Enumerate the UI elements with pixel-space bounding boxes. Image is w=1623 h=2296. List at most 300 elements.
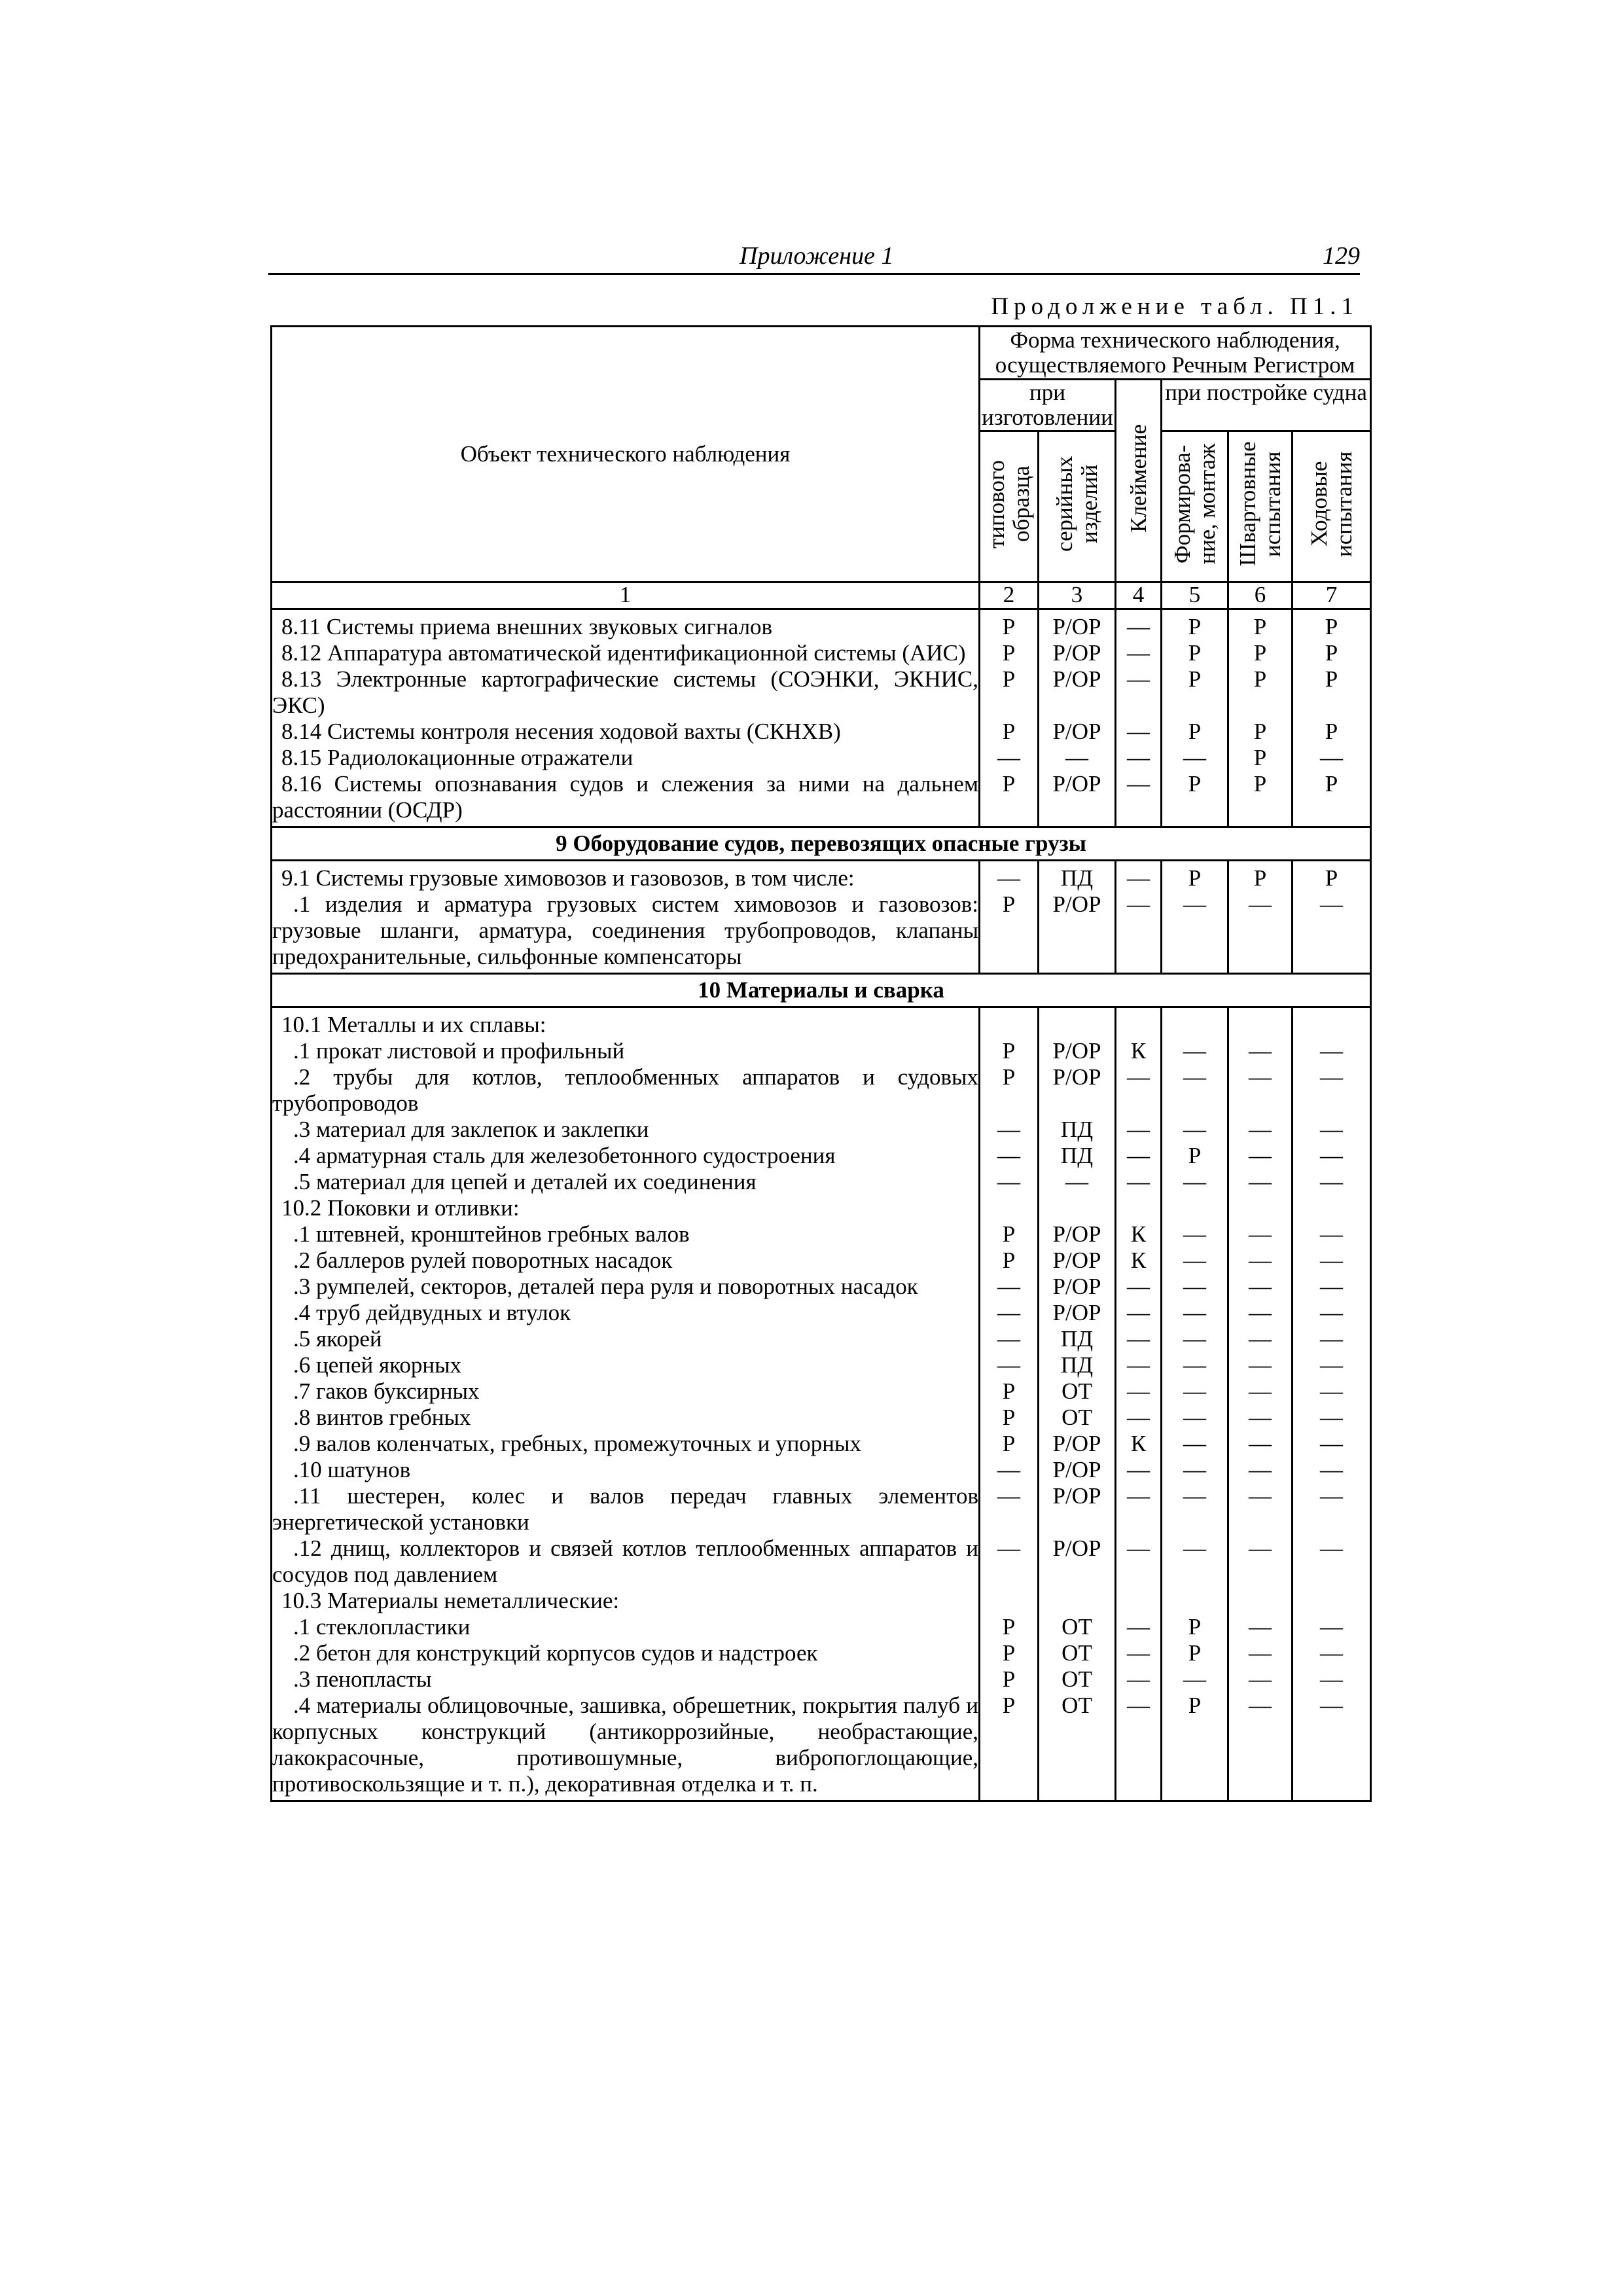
object-cell [272,719,980,745]
form-value-cell [1162,1195,1228,1221]
form-value-cell: — [1116,640,1162,666]
form-value-cell: — [1116,1326,1162,1352]
form-value-cell: — [1293,1614,1371,1640]
object-cell [272,1300,980,1326]
object-cell [272,1483,980,1535]
form-value-cell: Р/ОР [1039,891,1116,974]
form-value-cell: — [1228,1064,1293,1117]
form-value-cell: — [1293,1378,1371,1405]
form-value-cell: ПД [1039,1326,1116,1352]
form-value-cell: — [1293,1274,1371,1300]
assembly-column-label: Формирова-ние, монтаж [1169,443,1220,565]
object-cell [272,771,980,827]
form-value-cell: Р/ОР [1039,1483,1116,1535]
table-row [272,1614,1371,1640]
object-cell [272,1064,980,1117]
form-value-cell: — [1228,1640,1293,1666]
form-value-cell: — [1162,1221,1228,1247]
form-value-cell: — [1228,1247,1293,1274]
assembly-column-header [1162,431,1228,583]
form-value-cell [1039,1007,1116,1039]
form-value-cell: — [1116,1535,1162,1588]
form-value-cell: Р [1228,861,1293,892]
form-value-cell: — [1116,1693,1162,1801]
form-value-cell: Р [1162,1143,1228,1169]
object-name: .9 валов коленчатых, гребных, промежуточных и упорных [293,1431,862,1456]
form-value-cell: — [1293,745,1371,771]
form-value-cell: Р/ОР [1039,609,1116,641]
form-value-cell: Р/ОР [1039,1038,1116,1064]
form-value-cell: — [1228,1431,1293,1457]
running-title: Приложение 1 [740,242,894,270]
object-cell [272,1535,980,1588]
object-cell [272,745,980,771]
form-value-cell [1293,1195,1371,1221]
form-value-cell: — [1228,1483,1293,1535]
form-value-cell: — [980,1169,1039,1195]
form-value-cell: — [1162,1247,1228,1274]
form-value-cell: Р [980,640,1039,666]
form-value-cell: Р [1293,666,1371,719]
form-value-cell: — [980,1274,1039,1300]
object-name: .5 материал для цепей и деталей их соединения [293,1169,757,1194]
form-value-cell: — [1162,1405,1228,1431]
table-row [272,719,1371,745]
table-row [272,1326,1371,1352]
form-value-cell: Р [980,1378,1039,1405]
form-value-cell: Р [1228,609,1293,641]
object-name: .3 материал для заклепок и заклепки [293,1117,649,1142]
object-cell [272,1588,980,1614]
serial-column-label: серийных изделий [1051,456,1102,552]
form-value-cell: Р [980,1693,1039,1801]
object-name: .1 стеклопластики [293,1614,471,1640]
object-name: 8.16 Системы опознавания судов и слежения за ними на дальнем расстоянии (ОСДР) [272,771,978,823]
object-name: .7 гаков буксирных [293,1378,480,1404]
mooring-column-label: Швартовные испытания [1234,441,1285,567]
form-value-cell: — [1293,1143,1371,1169]
table-row [272,861,1371,892]
table-row [272,891,1371,974]
running-header [268,239,1360,275]
form-value-cell: Р [980,1666,1039,1693]
table-row [272,666,1371,719]
form-value-cell: — [1293,1117,1371,1143]
form-value-cell: — [1293,1064,1371,1117]
form-value-cell: ОТ [1039,1614,1116,1640]
table-row [272,1221,1371,1247]
section-heading-row [272,974,1371,1007]
form-value-cell: — [1039,745,1116,771]
form-value-cell: — [1116,1614,1162,1640]
form-value-cell: — [980,861,1039,892]
table-row [272,1405,1371,1431]
object-cell [272,891,980,974]
section-heading: 9 Оборудование судов, перевозящих опасные грузы [272,827,1371,861]
object-name: .6 цепей якорных [293,1352,462,1378]
form-value-cell: — [1228,1300,1293,1326]
form-value-cell: Р [980,1064,1039,1117]
form-value-cell: — [1293,1405,1371,1431]
table-row [272,1640,1371,1666]
form-value-cell: — [1293,1457,1371,1483]
form-value-cell: Р/ОР [1039,1274,1116,1300]
column-number: 6 [1228,583,1293,609]
marking-column-header [1116,380,1162,583]
sea-trials-column-label: Ходовые испытания [1306,451,1357,557]
form-value-cell [1039,1195,1116,1221]
form-value-cell [1162,1007,1228,1039]
form-value-cell: Р/ОР [1039,1431,1116,1457]
object-name: .2 бетон для конструкций корпусов судов и надстроек [293,1640,818,1666]
form-value-cell: — [1162,1666,1228,1693]
object-name: .1 прокат листовой и профильный [293,1038,625,1064]
section-heading: 10 Материалы и сварка [272,974,1371,1007]
object-cell [272,1143,980,1169]
form-value-cell: Р [1293,640,1371,666]
form-value-cell: ОТ [1039,1405,1116,1431]
form-value-cell [1116,1588,1162,1614]
object-cell [272,1457,980,1483]
form-value-cell: Р/ОР [1039,1300,1116,1326]
object-cell [272,609,980,641]
object-cell [272,1405,980,1431]
object-name: .2 баллеров рулей поворотных насадок [293,1247,673,1273]
form-value-cell: — [1228,1169,1293,1195]
table-row [272,1378,1371,1405]
form-value-cell: Р [980,1614,1039,1640]
form-value-cell: — [1116,771,1162,827]
table-row [272,745,1371,771]
form-value-cell: Р [1162,609,1228,641]
object-cell [272,1693,980,1801]
object-cell [272,666,980,719]
form-value-cell: — [980,1300,1039,1326]
form-value-cell: — [1228,1405,1293,1431]
form-value-cell: Р/ОР [1039,771,1116,827]
object-name: 8.13 Электронные картографические системы (СОЭНКИ, ЭКНИС, ЭКС) [272,666,978,718]
form-value-cell: — [980,745,1039,771]
form-value-cell: К [1116,1038,1162,1064]
form-value-cell: Р [980,891,1039,974]
form-value-cell: — [980,1352,1039,1378]
form-value-cell: — [1162,1038,1228,1064]
form-title-header: Форма технического наблюдения, осуществляемого Речным Регистром [980,327,1371,380]
column-numbers-row [272,583,1371,609]
form-value-cell: — [1116,1640,1162,1666]
form-value-cell: — [1116,1457,1162,1483]
form-value-cell: Р/ОР [1039,1247,1116,1274]
form-value-cell: — [1039,1169,1116,1195]
object-cell [272,1378,980,1405]
table-row [272,1117,1371,1143]
object-name: .4 арматурная сталь для железобетонного судостроения [293,1143,836,1168]
column-number: 5 [1162,583,1228,609]
form-value-cell: — [1162,745,1228,771]
form-value-cell: Р [1162,1640,1228,1666]
table-row [272,1588,1371,1614]
form-value-cell: К [1116,1221,1162,1247]
form-value-cell: — [1228,1038,1293,1064]
form-value-cell: — [1228,1221,1293,1247]
object-cell [272,1666,980,1693]
table-row [272,1431,1371,1457]
table-row [272,1143,1371,1169]
form-value-cell: — [1228,1457,1293,1483]
form-value-cell: — [980,1326,1039,1352]
object-name: 10.3 Материалы неметаллические: [281,1588,620,1613]
mooring-column-header [1228,431,1293,583]
form-value-cell: — [1228,1143,1293,1169]
form-value-cell: Р/ОР [1039,1064,1116,1117]
object-cell [272,1431,980,1457]
form-value-cell [1116,1007,1162,1039]
form-value-cell: — [1116,1064,1162,1117]
column-number: 1 [272,583,980,609]
form-value-cell: — [1293,1693,1371,1801]
form-value-cell: — [1116,1143,1162,1169]
object-name: 8.14 Системы контроля несения ходовой вахты (СКНХВ) [281,719,841,744]
form-value-cell: Р [1162,1693,1228,1801]
form-value-cell: — [1162,1378,1228,1405]
form-value-cell: Р [1293,771,1371,827]
form-value-cell: Р/ОР [1039,1221,1116,1247]
form-value-cell: — [1116,861,1162,892]
form-value-cell: ОТ [1039,1666,1116,1693]
object-cell [272,1117,980,1143]
form-value-cell: Р [1228,640,1293,666]
form-value-cell: — [1116,745,1162,771]
object-name: 10.2 Поковки и отливки: [281,1195,520,1221]
form-value-cell: ОТ [1039,1640,1116,1666]
object-cell [272,1195,980,1221]
form-value-cell: — [980,1483,1039,1535]
object-name: 10.1 Металлы и их сплавы: [281,1012,546,1037]
object-cell [272,1247,980,1274]
form-value-cell: Р [980,1221,1039,1247]
object-cell [272,861,980,892]
form-value-cell: — [1162,1300,1228,1326]
table-row [272,1483,1371,1535]
table-body [272,609,1371,1801]
form-value-cell: — [1116,891,1162,974]
form-value-cell [1293,1588,1371,1614]
form-value-cell: — [1293,1247,1371,1274]
object-cell [272,1614,980,1640]
form-value-cell: — [1228,1352,1293,1378]
form-value-cell: — [1228,891,1293,974]
form-value-cell: — [1116,1169,1162,1195]
table-row [272,1195,1371,1221]
form-value-cell: — [1293,1352,1371,1378]
form-value-cell: Р [1293,861,1371,892]
form-value-cell: Р/ОР [1039,640,1116,666]
form-value-cell: ПД [1039,1117,1116,1143]
table-row [272,1300,1371,1326]
page-number: 129 [1323,242,1360,270]
construction-group-header: при постройке судна [1162,380,1371,431]
form-value-cell [980,1195,1039,1221]
form-value-cell: — [1228,1693,1293,1801]
marking-column-label: Клеймение [1125,423,1151,533]
form-value-cell: — [1293,1535,1371,1588]
form-value-cell: Р [1228,719,1293,745]
form-value-cell: Р [1162,861,1228,892]
object-cell [272,1274,980,1300]
form-value-cell: Р [980,719,1039,745]
form-value-cell: — [1293,1326,1371,1352]
form-value-cell: — [1293,1300,1371,1326]
table-row [272,1038,1371,1064]
form-value-cell: ОТ [1039,1693,1116,1801]
object-name: 8.12 Аппаратура автоматической идентификационной системы (АИС) [281,640,966,666]
table-row [272,1693,1371,1801]
form-value-cell: — [1293,1640,1371,1666]
form-value-cell: Р/ОР [1039,1535,1116,1588]
table-row [272,1535,1371,1588]
table-row [272,1457,1371,1483]
form-value-cell: — [1293,1169,1371,1195]
form-value-cell: — [1162,1326,1228,1352]
form-value-cell: — [1116,1352,1162,1378]
observation-forms-table [270,325,1372,1802]
form-value-cell: — [1162,1169,1228,1195]
object-name: 9.1 Системы грузовые химовозов и газовозов, в том числе: [281,865,855,891]
form-value-cell: Р [1228,666,1293,719]
table-row [272,771,1371,827]
table-row [272,1169,1371,1195]
form-value-cell: Р [980,666,1039,719]
table-row [272,1352,1371,1378]
object-name: .10 шатунов [293,1457,411,1482]
form-value-cell: — [1162,1352,1228,1378]
object-cell [272,1169,980,1195]
form-value-cell: Р/ОР [1039,666,1116,719]
prototype-column-header [980,431,1039,583]
form-value-cell: ОТ [1039,1378,1116,1405]
form-value-cell: — [1228,1117,1293,1143]
form-value-cell [1162,1588,1228,1614]
form-value-cell: Р [980,771,1039,827]
form-value-cell: — [1293,1038,1371,1064]
form-value-cell [1039,1588,1116,1614]
column-number: 7 [1293,583,1371,609]
form-value-cell: Р [980,1038,1039,1064]
table-row [272,1274,1371,1300]
form-value-cell: ПД [1039,861,1116,892]
object-name: .4 материалы облицовочные, зашивка, обрешетник, покрытия палуб и корпусных конструкций (антикоррозийные, необрастающие, лакокрасочные, противошумные, вибропоглощающие, противоскользящие и т. п.), декоративная отделка и т. п. [272,1693,978,1797]
form-value-cell: Р [1293,609,1371,641]
form-value-cell: — [1162,891,1228,974]
prototype-column-label: типового образца [983,459,1034,548]
column-number: 3 [1039,583,1116,609]
form-value-cell: ПД [1039,1352,1116,1378]
form-value-cell: Р [1228,771,1293,827]
object-name: .1 изделия и арматура грузовых систем химовозов и газовозов: грузовые шланги, арматура, соединения трубопроводов, клапаны предохранительные, сильфонные компенсаторы [272,891,978,969]
form-value-cell: Р [1162,666,1228,719]
form-value-cell: Р [980,609,1039,641]
form-value-cell: Р [1162,771,1228,827]
form-value-cell [1116,1195,1162,1221]
form-value-cell: — [1228,1666,1293,1693]
form-value-cell: — [980,1457,1039,1483]
object-column-header: Объект технического наблюдения [272,327,980,583]
form-value-cell: — [1293,1666,1371,1693]
form-value-cell: — [1116,1117,1162,1143]
table-row [272,1247,1371,1274]
sea-trials-column-header [1293,431,1371,583]
form-value-cell: Р/ОР [1039,1457,1116,1483]
form-value-cell: — [1293,891,1371,974]
object-name: .3 румпелей, секторов, деталей пера руля и поворотных насадок [293,1274,918,1299]
form-value-cell [1228,1007,1293,1039]
manufacture-group-header: при изготовлении [980,380,1116,431]
object-name: .4 труб дейдвудных и втулок [293,1300,571,1325]
object-name: .1 штевней, кронштейнов гребных валов [293,1221,690,1247]
form-value-cell: — [1293,1221,1371,1247]
form-value-cell: — [1116,666,1162,719]
form-value-cell: — [1162,1457,1228,1483]
form-value-cell: — [1116,1300,1162,1326]
form-value-cell: — [1162,1117,1228,1143]
form-value-cell: Р [980,1247,1039,1274]
form-value-cell [1293,1007,1371,1039]
form-value-cell: — [1228,1378,1293,1405]
form-value-cell: — [980,1535,1039,1588]
form-value-cell: Р [980,1405,1039,1431]
form-value-cell: ПД [1039,1143,1116,1169]
form-value-cell: — [1228,1535,1293,1588]
column-number: 2 [980,583,1039,609]
form-value-cell: — [1162,1535,1228,1588]
section-heading-row [272,827,1371,861]
column-number: 4 [1116,583,1162,609]
form-value-cell: — [1162,1064,1228,1117]
object-cell [272,1007,980,1039]
form-value-cell: К [1116,1247,1162,1274]
object-cell [272,1221,980,1247]
object-name: .5 якорей [293,1326,382,1352]
form-value-cell: — [1293,1431,1371,1457]
form-value-cell: — [1116,1405,1162,1431]
form-value-cell: — [1162,1274,1228,1300]
object-cell [272,1038,980,1064]
form-value-cell: — [1116,1378,1162,1405]
table-row [272,609,1371,641]
form-value-cell: Р [1162,719,1228,745]
table-continuation-caption: Продолжение табл. П1.1 [991,293,1359,320]
object-cell [272,1352,980,1378]
object-cell [272,1640,980,1666]
table-header [272,327,1371,609]
form-value-cell: — [1228,1614,1293,1640]
object-name: .3 пенопласты [293,1666,432,1692]
table-row [272,1007,1371,1039]
object-name: .12 днищ, коллекторов и связей котлов теплообменных аппаратов и сосудов под давлением [272,1535,978,1587]
form-value-cell: — [1116,609,1162,641]
object-name: .11 шестерен, колес и валов передач главных элементов энергетической установки [272,1483,978,1535]
form-value-cell [1228,1588,1293,1614]
object-name: .2 трубы для котлов, теплообменных аппаратов и судовых трубопроводов [272,1064,978,1116]
object-name: 8.11 Системы приема внешних звуковых сигналов [281,614,773,639]
form-value-cell [1228,1195,1293,1221]
form-value-cell: — [1116,1483,1162,1535]
form-value-cell: Р [980,1640,1039,1666]
form-value-cell: — [1162,1483,1228,1535]
object-cell [272,640,980,666]
form-value-cell: Р [1293,719,1371,745]
form-value-cell: — [1116,1274,1162,1300]
